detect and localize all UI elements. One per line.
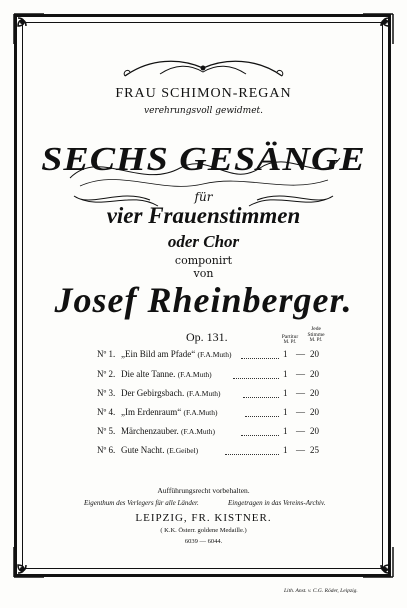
leader-dots xyxy=(233,378,279,379)
column-header-partitur xyxy=(278,334,302,346)
leader-dots xyxy=(243,397,279,398)
song-number: Nº 5. xyxy=(97,426,116,436)
score-price: 1 xyxy=(283,349,288,359)
dedicatee-name: FRAU SCHIMON-REGAN xyxy=(115,86,292,101)
song-title-text: „Im Erdenraum“ xyxy=(121,407,182,417)
score-price: 1 xyxy=(283,445,288,455)
song-title xyxy=(121,349,231,359)
score-price: 1 xyxy=(283,369,288,379)
song-author: (F.A.Muth) xyxy=(183,408,218,417)
printer-credit: Lith. Anst. v. C.G. Röder, Leipzig. xyxy=(284,588,358,594)
publisher-name: LEIPZIG, FR. KISTNER. xyxy=(135,512,272,524)
part-price: 20 xyxy=(310,407,319,417)
registration-note: Eingetragen in das Vereins-Archiv. xyxy=(228,499,326,507)
song-title xyxy=(121,445,198,455)
score-price: 1 xyxy=(283,388,288,398)
part-price: 20 xyxy=(310,369,319,379)
column-stimme-label: Stimme xyxy=(307,332,325,338)
leader-dots xyxy=(225,454,279,455)
price-dash: — xyxy=(296,349,305,359)
song-title-text: Gute Nacht. xyxy=(121,445,165,455)
song-number: Nº 3. xyxy=(97,388,116,398)
part-price: 20 xyxy=(310,388,319,398)
song-number: Nº 2. xyxy=(97,369,116,379)
column-jede-label: Jede xyxy=(311,326,321,332)
leader-dots xyxy=(241,435,279,436)
price-dash: — xyxy=(296,426,305,436)
subtitle-von: von xyxy=(193,267,214,280)
leader-dots xyxy=(245,416,279,417)
score-price: 1 xyxy=(283,426,288,436)
part-price: 25 xyxy=(310,445,319,455)
corner-ornament-top-right xyxy=(361,12,395,46)
subtitle-fur: für xyxy=(194,190,213,204)
performance-rights: Aufführungsrecht vorbehalten. xyxy=(157,486,250,495)
song-author: (F.A.Muth) xyxy=(186,389,221,398)
price-dash: — xyxy=(296,407,305,417)
leader-dots xyxy=(241,358,279,359)
work-title: SECHS GESÄNGE xyxy=(41,140,366,178)
song-item xyxy=(97,426,327,440)
song-author: (E.Geibel) xyxy=(166,446,199,455)
opus-number: Op. 131. xyxy=(186,330,228,344)
song-item xyxy=(97,407,327,421)
score-price: 1 xyxy=(283,407,288,417)
song-number: Nº 4. xyxy=(97,407,116,417)
song-author: (F.A.Muth) xyxy=(197,350,232,359)
song-number: Nº 1. xyxy=(97,349,116,359)
subtitle-oder-chor: oder Chor xyxy=(167,232,240,251)
song-item xyxy=(97,369,327,383)
part-price: 20 xyxy=(310,349,319,359)
song-item xyxy=(97,388,327,402)
song-title xyxy=(121,407,217,417)
song-title xyxy=(121,426,215,436)
column-partitur-unit: M. Pf. xyxy=(283,340,297,345)
song-number: Nº 6. xyxy=(97,445,116,455)
part-price: 20 xyxy=(310,426,319,436)
subtitle-componirt: componirt xyxy=(174,254,233,267)
price-dash: — xyxy=(296,445,305,455)
song-title-text: Der Gebirgsbach. xyxy=(121,388,185,398)
top-scroll-ornament xyxy=(120,54,287,82)
corner-ornament-top-left xyxy=(12,12,46,46)
composer-name: Josef Rheinberger. xyxy=(54,280,353,320)
corner-ornament-bottom-right xyxy=(361,545,395,579)
subtitle-voices: vier Frauenstimmen xyxy=(106,203,301,228)
price-dash: — xyxy=(296,388,305,398)
corner-ornament-bottom-left xyxy=(12,545,46,579)
column-partitur-label: Partitur xyxy=(281,334,299,340)
song-title-text: „Ein Bild am Pfade“ xyxy=(121,349,196,359)
price-dash: — xyxy=(296,369,305,379)
song-title-text: Die alte Tanne. xyxy=(121,369,176,379)
dedication-line: verehrungsvoll gewidmet. xyxy=(144,106,263,116)
song-item xyxy=(97,349,327,363)
song-author: (F.A.Muth) xyxy=(180,427,215,436)
plate-numbers: 6039 — 6044. xyxy=(184,538,223,545)
column-header-stimme xyxy=(304,326,328,344)
song-item xyxy=(97,445,327,459)
song-title xyxy=(121,369,212,379)
song-title-text: Märchenzauber. xyxy=(121,426,179,436)
song-title xyxy=(121,388,221,398)
medal-note: ( K.K. Österr. goldene Medaille.) xyxy=(160,527,247,534)
column-stimme-unit: M. Pf. xyxy=(309,338,323,343)
publisher-ownership: Eigenthum des Verlegers für alle Länder. xyxy=(84,499,199,507)
song-author: (F.A.Muth) xyxy=(177,370,212,379)
